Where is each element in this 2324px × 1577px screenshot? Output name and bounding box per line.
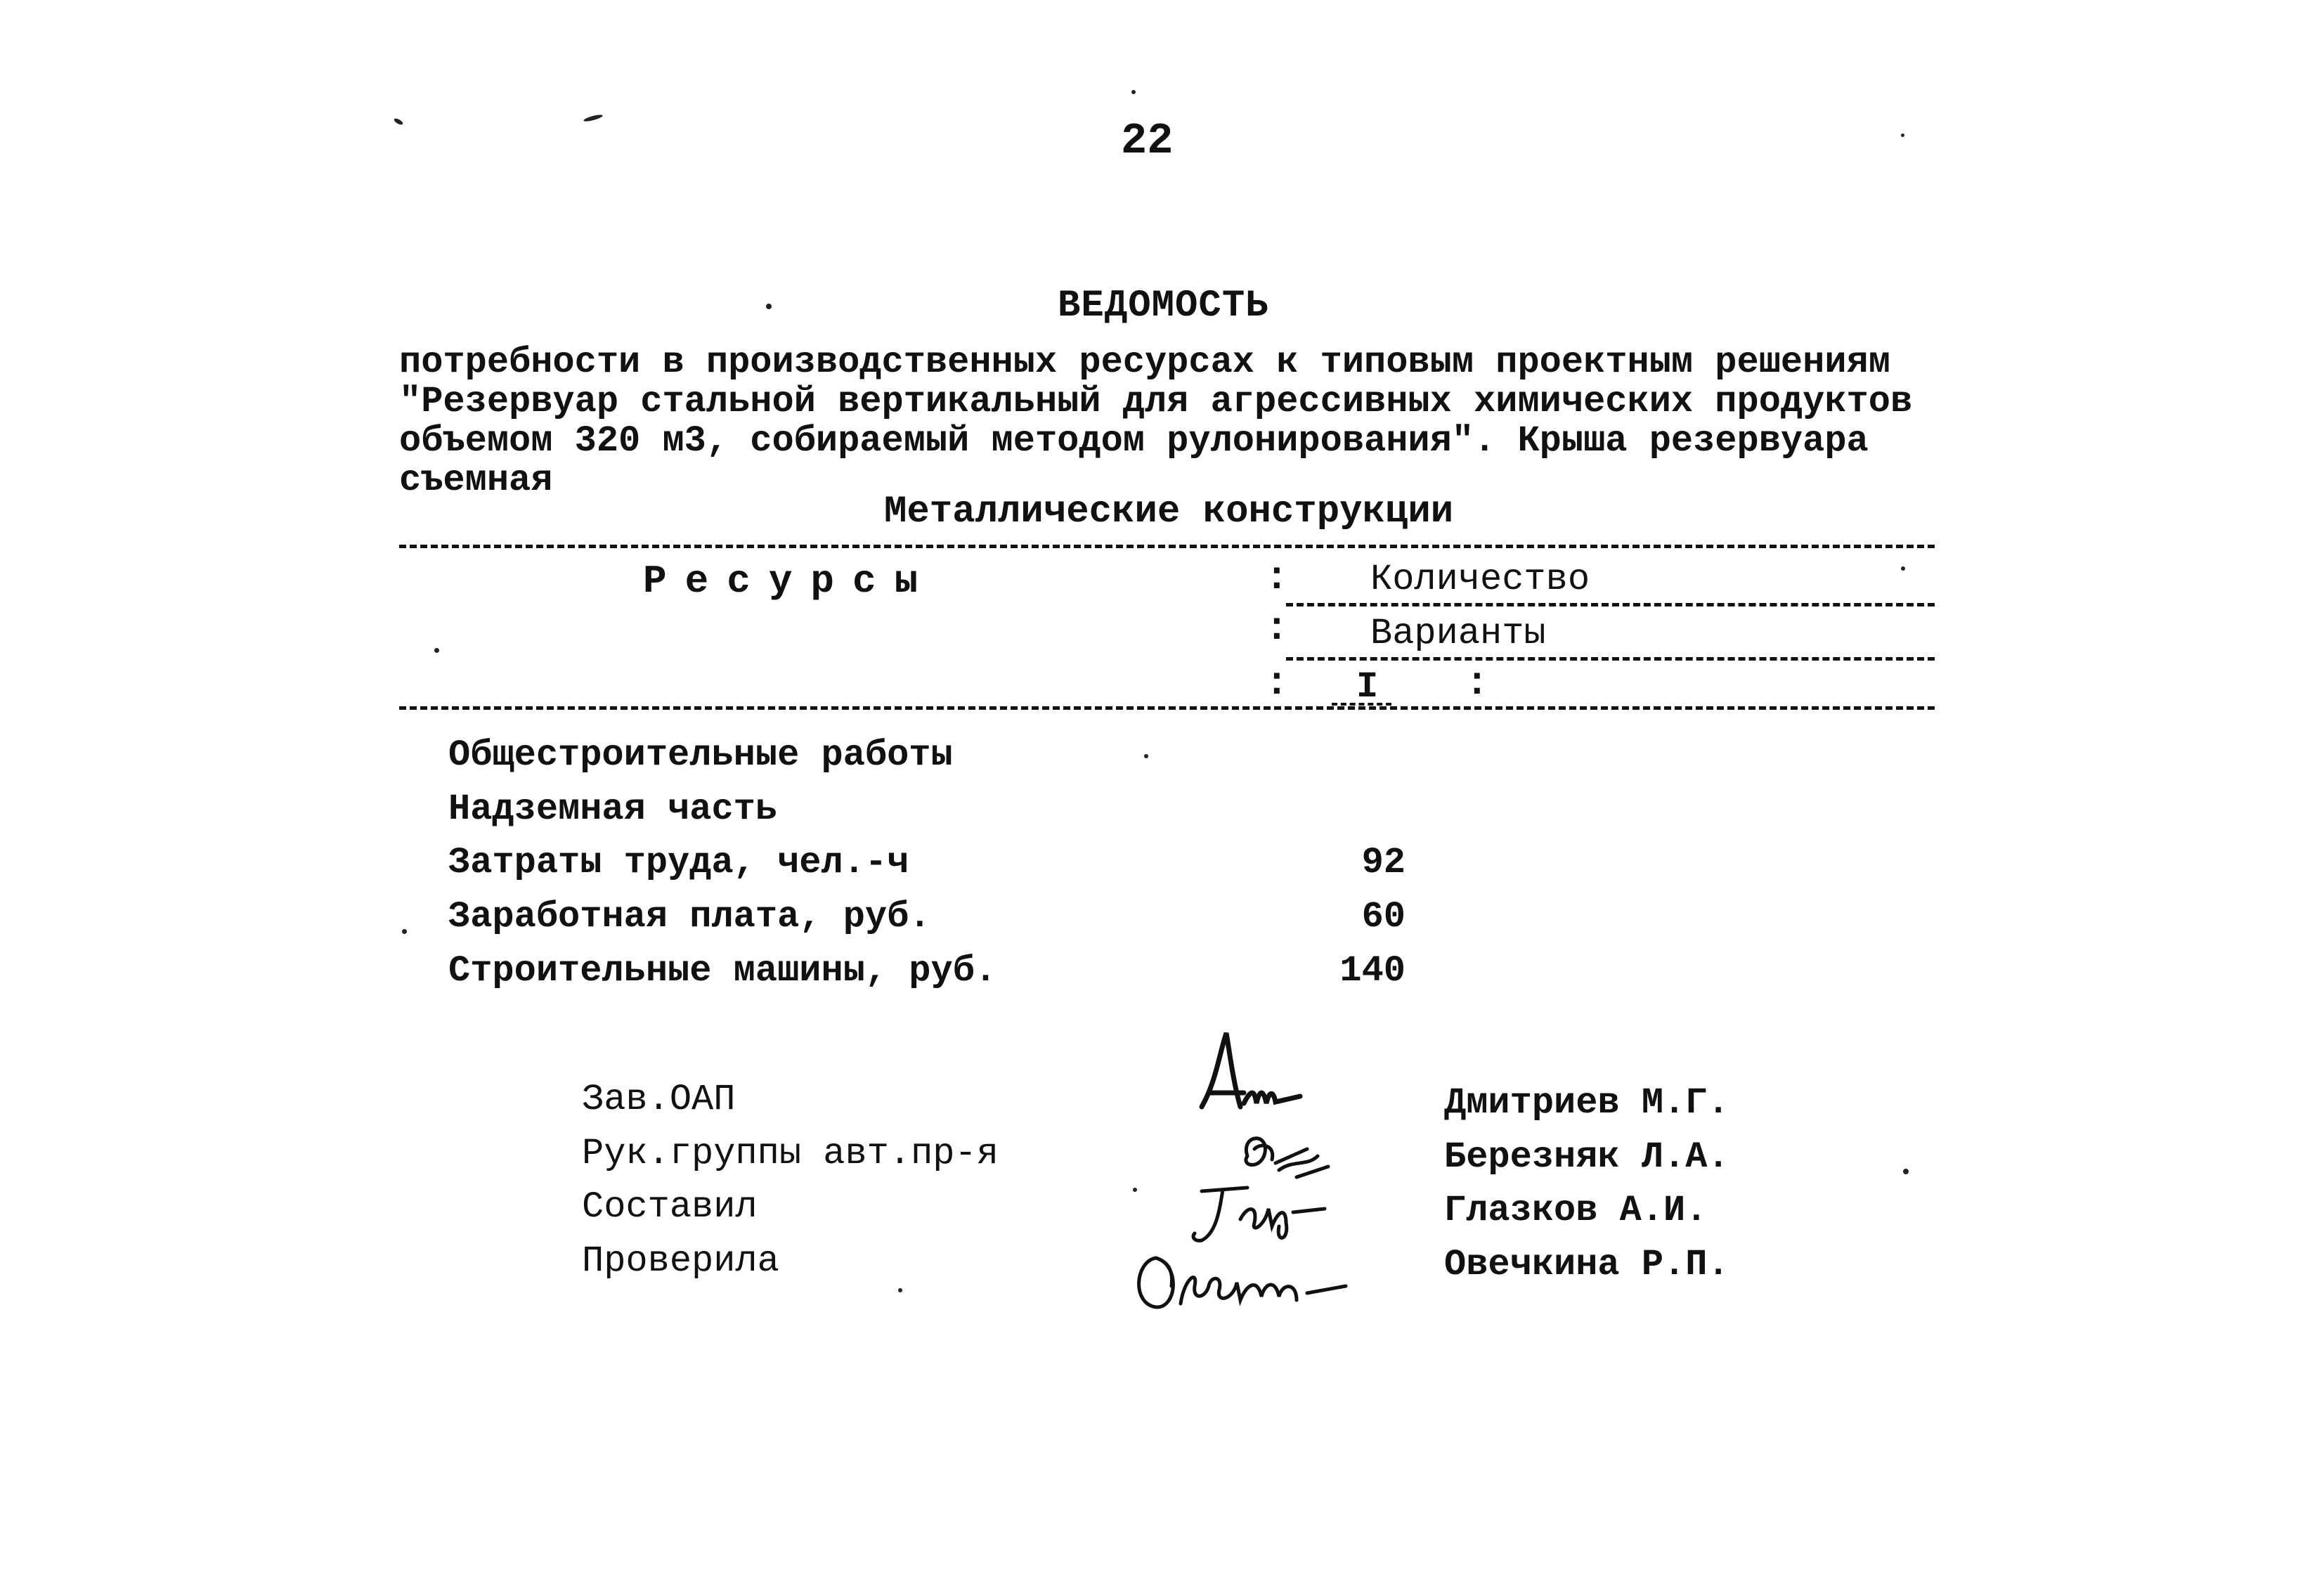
variants-header: Варианты [1370, 613, 1546, 654]
variants-underline [1286, 657, 1935, 661]
column-separator: : [1265, 555, 1289, 600]
signature-name: Глазков А.И. [1444, 1190, 1708, 1231]
table-row-value: 140 [1339, 950, 1406, 992]
document-description: потребности в производственных ресурсах к типовым проектным решениям "Резервуар стальной вертикальный для агрессивных химических продуктов объемом 320 м3, собираемый методом рулонирования". Крыша резервуара съемная [399, 342, 1913, 501]
variant-1-underline [1332, 703, 1391, 706]
scan-speck [402, 929, 407, 934]
scan-speck [1901, 566, 1905, 571]
table-row-label: Заработная плата, руб. [448, 896, 931, 937]
table-row-label: Строительные машины, руб. [448, 950, 997, 992]
quantity-header: Количество [1370, 559, 1590, 600]
signature-role: Рук.группы авт.пр-я [582, 1133, 999, 1174]
signature-name: Березняк Л.А. [1444, 1136, 1729, 1178]
section-title: Металлические конструкции [884, 491, 1454, 533]
resources-header: Ресурсы [643, 559, 937, 604]
table-top-rule [399, 545, 1935, 548]
document-title: ВЕДОМОСТЬ [1058, 285, 1269, 327]
table-row-label: Затраты труда, чел.-ч [448, 842, 909, 883]
table-row-label: Надземная часть [448, 788, 778, 830]
table-row-value: 92 [1361, 842, 1406, 883]
signature-role: Составил [582, 1186, 758, 1228]
variant-1-header: I [1356, 666, 1379, 708]
signature-name: Овечкина Р.П. [1444, 1244, 1729, 1285]
handwritten-signature [1128, 1237, 1367, 1321]
quantity-underline [1286, 603, 1935, 606]
handwritten-signature [1188, 1026, 1307, 1121]
column-separator: : [1265, 606, 1289, 651]
scan-speck [1903, 1169, 1909, 1174]
scan-speck [898, 1288, 902, 1292]
table-row-label: Общестроительные работы [448, 734, 953, 776]
handwritten-signature [1226, 1128, 1339, 1184]
column-separator: : [1465, 661, 1489, 706]
scan-speck [1133, 1188, 1137, 1192]
signature-role: Зав.ОАП [582, 1079, 736, 1120]
scan-speck [583, 113, 604, 122]
table-header-bottom-rule [399, 706, 1935, 710]
scan-speck [766, 304, 772, 309]
column-separator: : [1265, 661, 1289, 706]
signature-role: Проверила [582, 1240, 779, 1282]
scan-speck [434, 648, 439, 653]
scan-speck [1901, 134, 1904, 137]
table-row-value: 60 [1361, 896, 1406, 937]
signature-name: Дмитриев М.Г. [1444, 1082, 1729, 1124]
scan-speck [1131, 90, 1136, 94]
scan-speck [1144, 754, 1148, 758]
scan-speck [393, 117, 403, 126]
page-number: 22 [1121, 116, 1174, 166]
